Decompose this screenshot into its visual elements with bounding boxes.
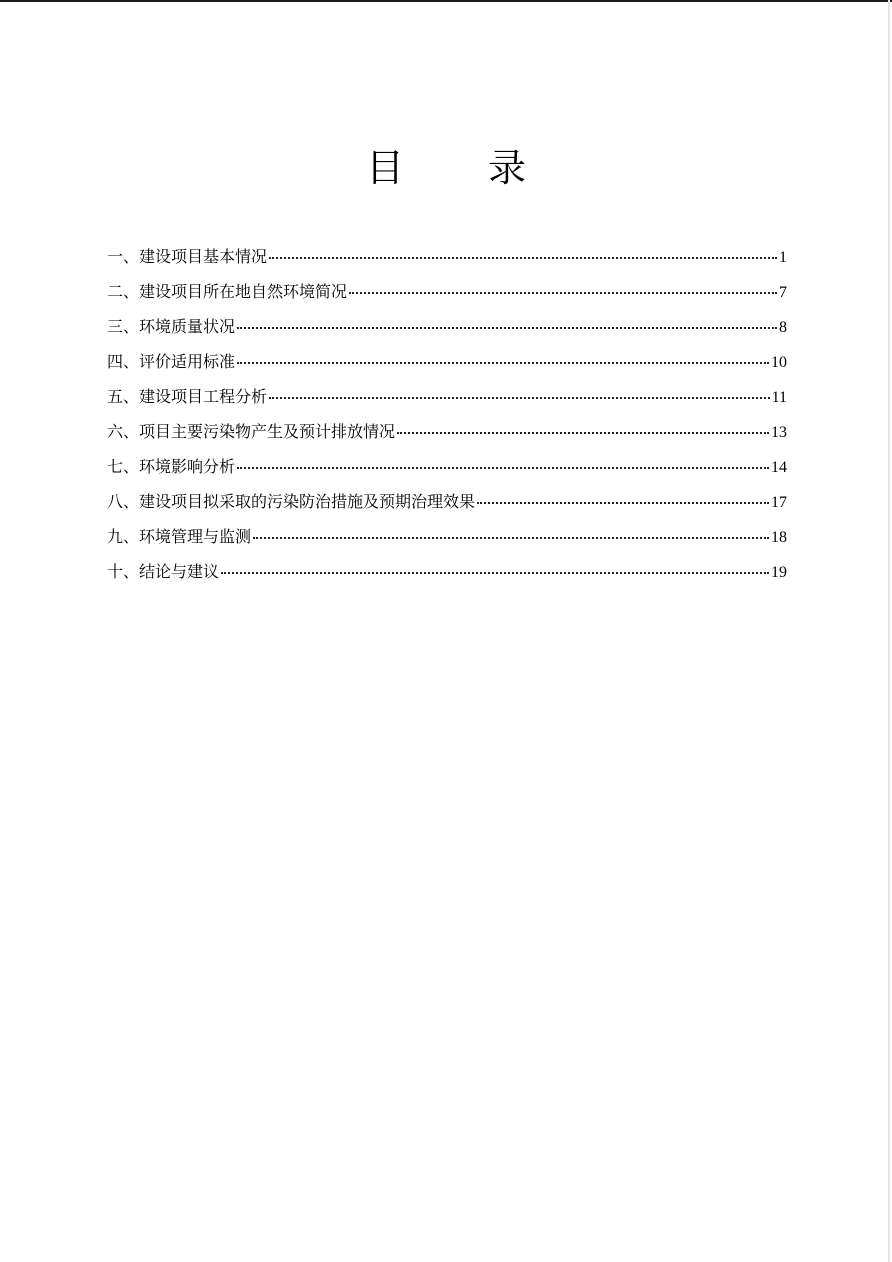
toc-entry-page: 17 [771,494,787,511]
toc-entry[interactable] [107,524,787,559]
page-title: 目 录 [365,146,563,190]
toc-entry[interactable] [107,384,787,419]
toc-entry[interactable] [107,314,787,349]
toc-entry-page: 18 [771,529,787,546]
toc-entry-label: 五、建设项目工程分析 [107,387,268,406]
toc-entry[interactable] [107,489,787,524]
toc-dot-leader [237,362,769,364]
toc-dot-leader [237,327,777,329]
toc-entry[interactable] [107,559,787,594]
toc-entry-page: 19 [771,564,787,581]
toc-entry-page: 7 [779,284,787,301]
toc-entry-page: 1 [779,249,787,266]
toc-entry-label: 四、评价适用标准 [107,352,236,371]
toc-dot-leader [253,537,769,539]
toc-entry-label: 三、环境质量状况 [107,317,236,336]
toc-entry-label: 八、建设项目拟采取的污染防治措施及预期治理效果 [107,492,476,511]
toc-entry[interactable] [107,454,787,489]
toc-entry-page: 11 [771,389,787,406]
toc-entry-label: 六、项目主要污染物产生及预计排放情况 [107,422,396,441]
toc-dot-leader [237,467,769,469]
toc-entry[interactable] [107,349,787,384]
toc-dot-leader [269,257,777,259]
toc-dot-leader [269,397,770,399]
toc-entry-page: 13 [771,424,787,441]
toc-entry-label: 七、环境影响分析 [107,457,236,476]
top-border-line [0,0,892,2]
toc-dot-leader [221,572,769,574]
toc-entry-label: 二、建设项目所在地自然环境简况 [107,282,348,301]
toc-entry-label: 十、结论与建议 [107,562,220,581]
toc-entry-page: 10 [771,354,787,371]
toc-entry-label: 一、建设项目基本情况 [107,247,268,266]
toc-entry[interactable] [107,279,787,314]
toc-entry[interactable] [107,244,787,279]
table-of-contents [107,244,787,594]
toc-dot-leader [349,292,777,294]
toc-dot-leader [397,432,769,434]
toc-entry[interactable] [107,419,787,454]
toc-entry-page: 14 [771,459,787,476]
toc-dot-leader [477,502,769,504]
toc-entry-label: 九、环境管理与监测 [107,527,252,546]
toc-entry-page: 8 [779,319,787,336]
